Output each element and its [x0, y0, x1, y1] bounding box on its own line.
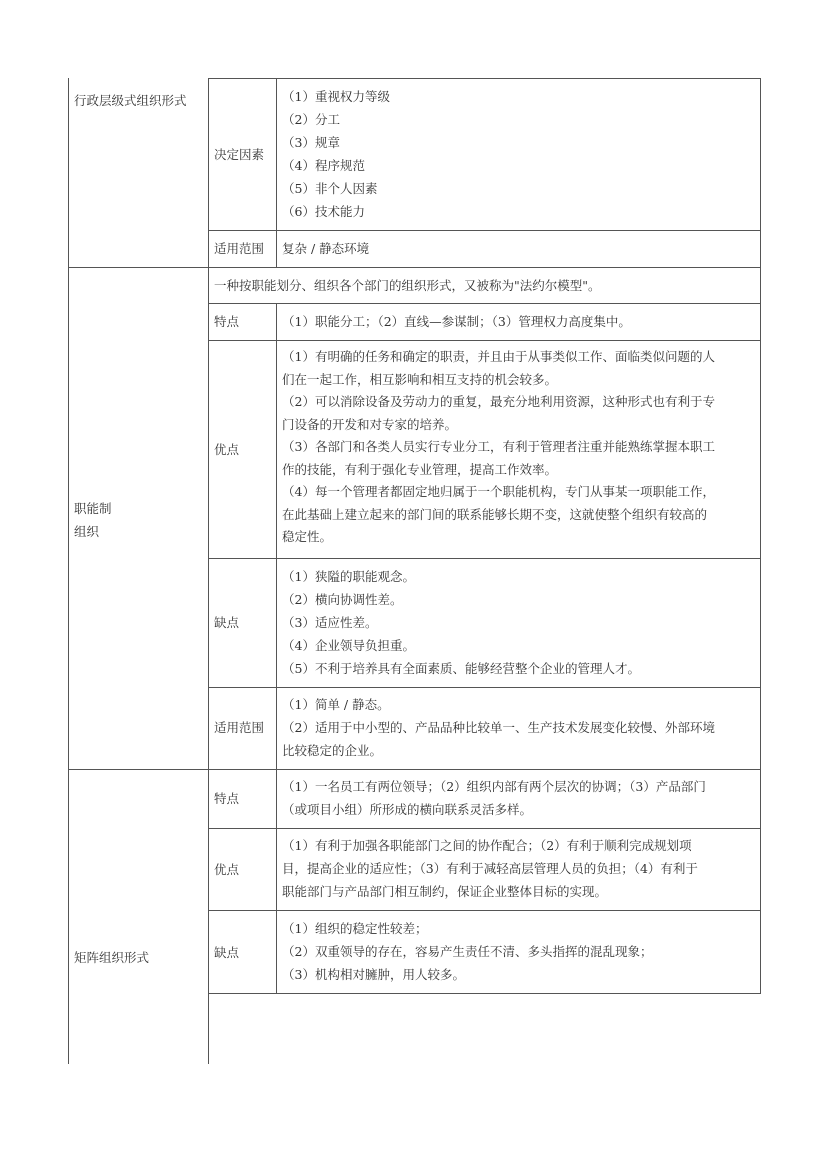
label-column-divider: [276, 303, 277, 993]
list-item: （2）适用于中小型的、产品品种比较单一、生产技术发展变化较慢、外部环境: [282, 720, 715, 735]
row-border: [208, 78, 761, 79]
features-text: （1）职能分工；（2）直线—参谋制；（3）管理权力高度集中。: [282, 314, 631, 329]
list-item: （1）狭隘的职能观念。: [282, 569, 415, 584]
table-right-border: [760, 78, 761, 994]
matrix-pros-text: （1）有利于加强各职能部门之间的协作配合；（2）有利于顺利完成规划项 目，提高企业的适应性；（3）有利于减轻高层管理人员的负担；（4）有利于 职能部门与产品部门相互制约，保证企业整体目标的实现。: [282, 838, 698, 899]
section-title-admin: 行政层级式组织形式: [74, 93, 187, 108]
list-item: （5）不利于培养具有全面素质、能够经营整个企业的管理人才。: [282, 661, 640, 676]
row-border: [208, 828, 761, 829]
list-item: （2）双重领导的存在，容易产生责任不清、多头指挥的混乱现象；: [282, 944, 653, 959]
list-item: （3）规章: [282, 135, 340, 150]
list-item: （4）企业领导负担重。: [282, 638, 415, 653]
factors-list: [282, 85, 390, 223]
row-border: [68, 267, 761, 268]
label-pros: 优点: [214, 862, 240, 877]
label-scope: 适用范围: [214, 720, 265, 735]
cons-list: [282, 565, 640, 680]
label-cons: 缺点: [214, 945, 240, 960]
list-item: （3）机构相对臃肿，用人较多。: [282, 967, 465, 982]
label-pros: 优点: [214, 442, 240, 457]
label-cons: 缺点: [214, 615, 240, 630]
row-border: [208, 303, 761, 304]
label-factors: 决定因素: [214, 147, 265, 162]
section-title-functional: 职能制 组织: [74, 501, 112, 539]
label-features: 特点: [214, 791, 240, 806]
row-border: [208, 687, 761, 688]
list-item: （5）非个人因素: [282, 181, 378, 196]
pros-text: （1）有明确的任务和确定的职责，并且由于从事类似工作、面临类似问题的人 们在一起工作，相互影响和相互支持的机会较多。 （2）可以消除设备及劳动力的重复，最充分地利用资源，这种形式也有利于专 门设备的开发和对专家的培养。 （3）各部门和各类人员实行专业分工，有利于管理者注重并能熟练掌握本职工 作的技能，有利于强化专业管理，提高工作效率。 （4）每一个管理者都固定地归属于一个职能机构，专门从事某一项职能工作， 在此基础上建立起来的部门间的联系能够长期不变，这就使整个组织有较高的 稳定性。: [282, 349, 715, 544]
row-border: [68, 769, 761, 770]
list-item: （4）程序规范: [282, 158, 365, 173]
label-features: 特点: [214, 314, 240, 329]
row-border: [208, 910, 761, 911]
list-item: （1）重视权力等级: [282, 89, 390, 104]
column-divider-1: [208, 78, 209, 1064]
label-column-divider: [276, 78, 277, 268]
matrix-features-text: （1）一名员工有两位领导；（2）组织内部有两个层次的协调；（3）产品部门 （或项目小组）所形成的横向联系灵活多样。: [282, 779, 706, 817]
row-border: [208, 340, 761, 341]
list-item: （2）分工: [282, 112, 340, 127]
list-item: （1）简单 / 静态。: [282, 697, 390, 712]
functional-intro: 一种按职能划分、组织各个部门的组织形式，又被称为"法约尔模型"。: [214, 278, 601, 293]
table-left-border: [68, 78, 69, 1064]
matrix-cons-list: [282, 917, 652, 986]
row-border: [208, 993, 761, 994]
scope-text: 复杂 / 静态环境: [282, 241, 370, 256]
row-border: [208, 558, 761, 559]
label-scope: 适用范围: [214, 241, 265, 256]
section-title-matrix: 矩阵组织形式: [74, 950, 150, 965]
list-item: （1）组织的稳定性较差；: [282, 921, 428, 936]
list-item: （2）横向协调性差。: [282, 592, 403, 607]
list-item: （6）技术能力: [282, 204, 365, 219]
row-border: [208, 230, 761, 231]
scope-list: [282, 693, 715, 762]
list-item: （3）适应性差。: [282, 615, 378, 630]
list-item: 比较稳定的企业。: [282, 743, 383, 758]
